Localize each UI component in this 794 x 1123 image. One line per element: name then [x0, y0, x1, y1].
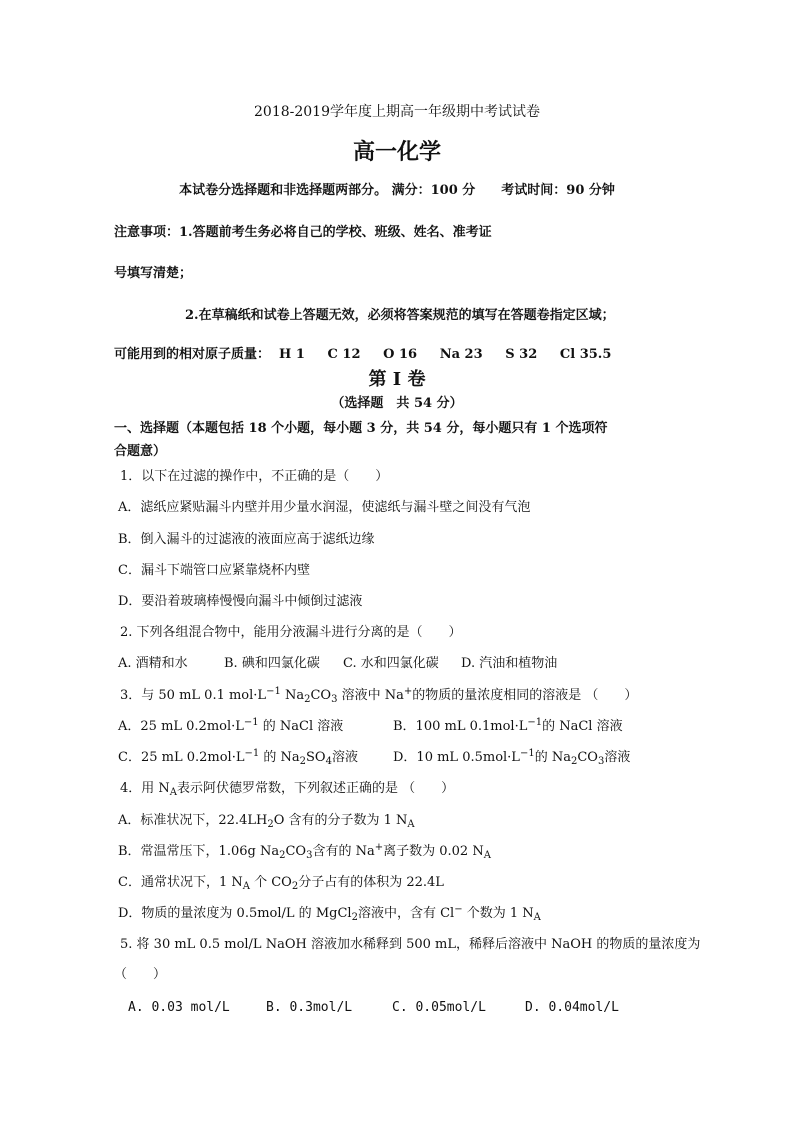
q3-option-d-text: 溶液 [604, 750, 631, 765]
superscript: + [374, 842, 384, 853]
q3-option-d-text: CO [577, 750, 598, 765]
subscript: A [533, 912, 541, 923]
q3-option-b-text: 的 NaCl 溶液 [542, 719, 623, 734]
q3-option-a [118, 718, 343, 737]
q1-option-c: C．漏斗下端管口应紧靠烧杯内壁 [118, 563, 310, 578]
q4-option-d-text: 溶液中，含有 Cl [357, 906, 455, 921]
q2-option-a: A. 酒精和水 [118, 656, 188, 671]
subscript: 2 [351, 912, 358, 923]
superscript: −1 [243, 717, 259, 728]
q4-stem [120, 780, 454, 799]
subscript: 2 [267, 819, 274, 830]
superscript: −1 [266, 686, 281, 697]
q4-option-a-text: A．标准状况下，22.4LH [118, 813, 268, 828]
section-heading-1: 一、选择题（本题包括 18 个小题，每小题 3 分，共 54 分，每小题只有 1 个选项符 [114, 421, 608, 436]
q5-paren: （ ） [114, 967, 167, 982]
q3-stem-part: 溶液中 Na [337, 688, 404, 703]
q3-option-c-text: C．25 mL 0.2mol·L [118, 750, 245, 765]
q3-option-a-text: 的 NaCl 溶液 [258, 719, 344, 734]
superscript: + [403, 686, 413, 697]
q3-stem-part: 的物质的量浓度相同的溶液是 （ ） [412, 688, 638, 703]
subject-title: 高一化学 [352, 139, 441, 165]
q3-option-c [118, 749, 358, 768]
q4-option-b-text: 离子数为 0.02 N [383, 844, 484, 859]
q5-option-a: A. 0.03 mol/L [128, 1000, 230, 1015]
q2-stem: 2. 下列各组混合物中，能用分液漏斗进行分离的是（ ） [120, 625, 462, 640]
q4-option-b-text: B．常温常压下，1.06g Na [118, 844, 280, 859]
q3-stem [120, 687, 637, 706]
subscript: A [169, 787, 178, 798]
q3-option-a-text: A．25 mL 0.2mol·L [118, 719, 244, 734]
subscript: A [242, 881, 250, 892]
q5-option-c: C. 0.05mol/L [392, 1000, 486, 1015]
q4-option-a [118, 812, 415, 831]
q4-option-d-text: 个数为 1 N [462, 906, 534, 921]
q3-option-b [393, 718, 623, 737]
q1-option-d: D．要沿着玻璃棒慢慢向漏斗中倾倒过滤液 [118, 594, 363, 609]
subscript: A [407, 819, 415, 830]
q4-option-a-text: O 含有的分子数为 1 N [273, 813, 408, 828]
subscript: A [483, 850, 491, 861]
q1-stem: 1．以下在过滤的操作中，不正确的是（ ） [120, 469, 389, 484]
q4-option-c-text: 分子占有的体积为 22.4L [298, 875, 444, 890]
q2-option-d: D. 汽油和植物油 [461, 656, 558, 671]
q5-option-b: B. 0.3mol/L [266, 1000, 353, 1015]
superscript: − [454, 904, 463, 915]
subscript: 3 [597, 756, 605, 767]
q4-option-c-text: 个 CO [249, 875, 292, 890]
notes-line-3: 2.在草稿纸和试卷上答题无效，必须将答案规范的填写在答题卷指定区域； [185, 308, 615, 323]
atomic-masses: 可能用到的相对原子质量： H 1 C 12 O 16 Na 23 S 32 Cl 35.5 [114, 347, 612, 362]
q2-option-c: C. 水和四氯化碳 [343, 656, 439, 671]
q4-option-b-text: CO [285, 844, 307, 859]
subscript: 2 [299, 756, 306, 767]
q3-option-d-text: D．10 mL 0.5mol·L [393, 750, 520, 765]
q3-stem-part: Na [280, 688, 305, 703]
q4-stem-part: 表示阿伏德罗常数，下列叙述正确的是 （ ） [177, 781, 455, 796]
subscript: 3 [331, 694, 338, 705]
superscript: −1 [519, 748, 535, 759]
notes-line-1: 注意事项：1.答题前考生务必将自己的学校、班级、姓名、准考证 [114, 225, 492, 240]
subscript: 2 [291, 881, 299, 892]
q3-stem-part: 3．与 50 mL 0.1 mol·L [120, 688, 267, 703]
q4-option-c [118, 874, 444, 893]
superscript: −1 [527, 717, 543, 728]
part1-subtitle: （选择题 共 54 分） [331, 396, 463, 411]
section-heading-2: 合题意） [114, 444, 167, 459]
superscript: −1 [244, 748, 260, 759]
q3-option-c-text: 溶液 [331, 750, 358, 765]
q1-option-a: A．滤纸应紧贴漏斗内壁并用少量水润湿，使滤纸与漏斗壁之间没有气泡 [118, 500, 531, 515]
q3-stem-part: CO [310, 688, 332, 703]
q3-option-d-text: 的 Na [534, 750, 571, 765]
subscript: 4 [325, 756, 332, 767]
q4-option-b [118, 843, 491, 862]
q4-option-c-text: C．通常状况下，1 N [118, 875, 243, 890]
q2-option-b: B. 碘和四氯化碳 [224, 656, 320, 671]
q4-option-d-text: D．物质的量浓度为 0.5mol/L 的 MgCl [118, 906, 352, 921]
q3-option-c-text: SO [305, 750, 326, 765]
notes-line-2: 号填写清楚； [114, 266, 193, 281]
exam-title: 2018-2019学年度上期高一年级期中考试试卷 [254, 104, 540, 120]
subscript: 2 [279, 850, 286, 861]
q4-option-d [118, 905, 541, 924]
q3-option-b-text: B．100 mL 0.1mol·L [393, 719, 528, 734]
q5-stem: 5. 将 30 mL 0.5 mol/L NaOH 溶液加水稀释到 500 mL，稀释后溶液中 NaOH 的物质的量浓度为 [120, 937, 701, 952]
q3-option-d [393, 749, 630, 768]
part1-title: 第 Ⅰ 卷 [368, 369, 426, 390]
subscript: 3 [306, 850, 313, 861]
subscript: 2 [570, 756, 578, 767]
q3-option-c-text: 的 Na [259, 750, 300, 765]
subscript: 2 [304, 694, 311, 705]
exam-info: 本试卷分选择题和非选择题两部分。 满分：100 分 考试时间：90 分钟 [179, 183, 615, 198]
q4-stem-part: 4．用 N [120, 781, 170, 796]
q4-option-b-text: 含有的 Na [312, 844, 375, 859]
q1-option-b: B．倒入漏斗的过滤液的液面应高于滤纸边缘 [118, 532, 375, 547]
q5-option-d: D. 0.04mol/L [525, 1000, 619, 1015]
